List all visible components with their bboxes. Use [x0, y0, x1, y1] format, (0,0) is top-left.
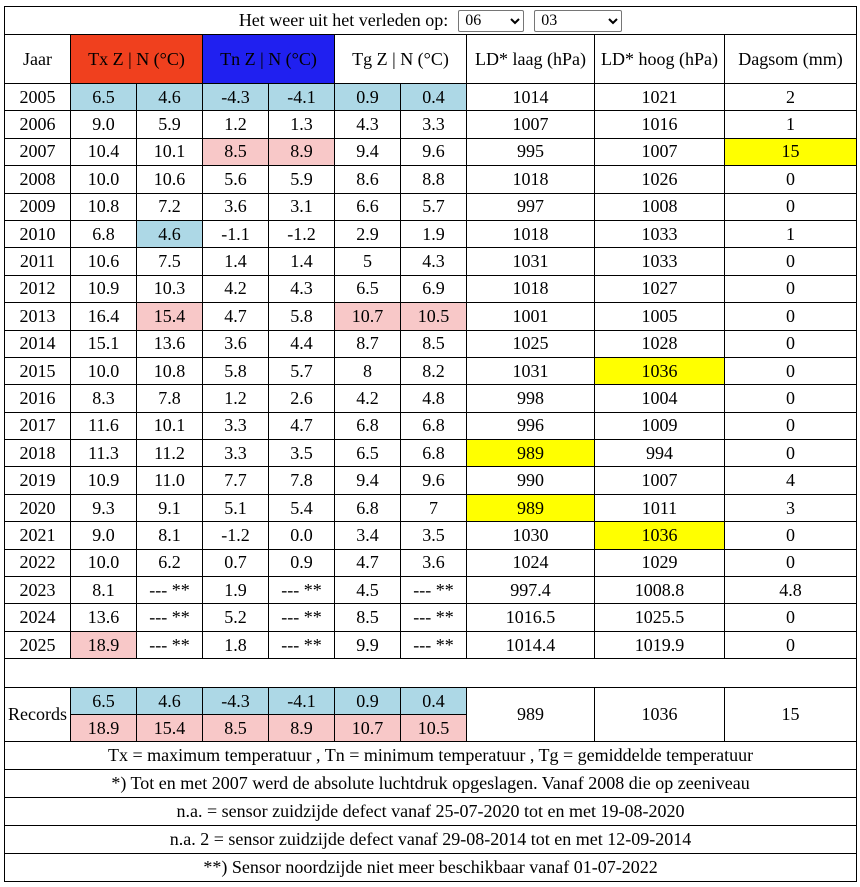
- header-tn: Tn Z | N (°C): [203, 35, 335, 84]
- month-select[interactable]: [534, 10, 622, 32]
- cell-tg-n: --- **: [401, 631, 467, 658]
- table-row: [5, 549, 857, 576]
- cell-ld-low: 1025: [467, 330, 595, 357]
- record-high-tg-n: 10.5: [401, 715, 467, 742]
- cell-tg-n: 8.2: [401, 357, 467, 384]
- cell-ld-high: 1033: [595, 248, 725, 275]
- cell-tx-z: 6.5: [71, 84, 137, 111]
- cell-dagsom: 0: [725, 248, 857, 275]
- header-ld-low: LD* laag (hPa): [467, 35, 595, 84]
- cell-dagsom: 0: [725, 357, 857, 384]
- cell-ld-high: 1025.5: [595, 604, 725, 631]
- header-row: [5, 35, 857, 84]
- cell-tx-z: 10.8: [71, 193, 137, 220]
- cell-tg-z: 5: [335, 248, 401, 275]
- note-row: [5, 770, 857, 798]
- cell-tn-n: 4.4: [269, 330, 335, 357]
- cell-ld-low: 998: [467, 385, 595, 412]
- cell-tg-z: 6.5: [335, 275, 401, 302]
- cell-tn-n: 4.3: [269, 275, 335, 302]
- cell-ld-low: 1030: [467, 522, 595, 549]
- cell-dagsom: 0: [725, 631, 857, 658]
- cell-ld-high: 1033: [595, 220, 725, 247]
- cell-tg-n: 6.8: [401, 412, 467, 439]
- cell-tx-n: 8.1: [137, 522, 203, 549]
- cell-tn-z: -1.1: [203, 220, 269, 247]
- record-dagsom: 15: [725, 688, 857, 742]
- cell-tx-z: 10.0: [71, 549, 137, 576]
- cell-tg-z: 8: [335, 357, 401, 384]
- cell-dagsom: 0: [725, 303, 857, 330]
- date-selector: [5, 10, 856, 32]
- note-text: n.a. = sensor zuidzijde defect vanaf 25-07-2020 tot en met 19-08-2020: [5, 798, 857, 826]
- cell-dagsom: 1: [725, 220, 857, 247]
- cell-tn-z: 5.8: [203, 357, 269, 384]
- cell-tg-z: 9.4: [335, 138, 401, 165]
- table-row: [5, 604, 857, 631]
- cell-ld-low: 995: [467, 138, 595, 165]
- cell-tx-z: 10.4: [71, 138, 137, 165]
- cell-tx-n: 4.6: [137, 84, 203, 111]
- cell-tx-n: 10.1: [137, 412, 203, 439]
- note-text: n.a. 2 = sensor zuidzijde defect vanaf 29-08-2014 tot en met 12-09-2014: [5, 826, 857, 854]
- record-low-tn-z: -4.3: [203, 688, 269, 715]
- cell-tx-z: 16.4: [71, 303, 137, 330]
- cell-tn-z: -1.2: [203, 522, 269, 549]
- cell-tn-z: 5.6: [203, 166, 269, 193]
- table-row: [5, 303, 857, 330]
- cell-tx-n: 7.8: [137, 385, 203, 412]
- cell-tg-n: 3.3: [401, 111, 467, 138]
- cell-dagsom: 2: [725, 84, 857, 111]
- cell-tg-z: 6.5: [335, 440, 401, 467]
- cell-tn-z: -4.3: [203, 84, 269, 111]
- records-row-low: [5, 688, 857, 715]
- cell-tg-n: 9.6: [401, 467, 467, 494]
- cell-tg-z: 10.7: [335, 303, 401, 330]
- cell-tg-n: 8.5: [401, 330, 467, 357]
- cell-year: 2015: [5, 357, 71, 384]
- cell-ld-low: 997: [467, 193, 595, 220]
- cell-year: 2008: [5, 166, 71, 193]
- cell-year: 2012: [5, 275, 71, 302]
- cell-tx-z: 9.0: [71, 111, 137, 138]
- cell-tn-n: --- **: [269, 604, 335, 631]
- cell-tg-n: 7: [401, 494, 467, 521]
- cell-tn-n: 4.7: [269, 412, 335, 439]
- cell-tn-z: 3.6: [203, 193, 269, 220]
- cell-tn-n: 1.3: [269, 111, 335, 138]
- record-high-tx-n: 15.4: [137, 715, 203, 742]
- cell-ld-high: 1036: [595, 357, 725, 384]
- cell-tg-n: 1.9: [401, 220, 467, 247]
- cell-ld-low: 1018: [467, 166, 595, 193]
- cell-tx-n: 10.6: [137, 166, 203, 193]
- record-ld-high: 1036: [595, 688, 725, 742]
- cell-tn-n: 0.9: [269, 549, 335, 576]
- cell-year: 2023: [5, 577, 71, 604]
- cell-tn-n: 5.8: [269, 303, 335, 330]
- record-high-tn-z: 8.5: [203, 715, 269, 742]
- record-high-tg-z: 10.7: [335, 715, 401, 742]
- cell-tg-z: 4.3: [335, 111, 401, 138]
- cell-tn-n: 2.6: [269, 385, 335, 412]
- cell-tn-n: 3.5: [269, 440, 335, 467]
- cell-tg-z: 9.9: [335, 631, 401, 658]
- cell-ld-low: 989: [467, 440, 595, 467]
- cell-dagsom: 0: [725, 440, 857, 467]
- cell-tg-z: 9.4: [335, 467, 401, 494]
- cell-ld-high: 1004: [595, 385, 725, 412]
- cell-tx-n: 4.6: [137, 220, 203, 247]
- cell-dagsom: 0: [725, 385, 857, 412]
- cell-year: 2014: [5, 330, 71, 357]
- cell-tg-z: 8.6: [335, 166, 401, 193]
- cell-tg-z: 3.4: [335, 522, 401, 549]
- cell-tx-z: 18.9: [71, 631, 137, 658]
- note-text: **) Sensor noordzijde niet meer beschikbaar vanaf 01-07-2022: [5, 854, 857, 882]
- record-low-tx-z: 6.5: [71, 688, 137, 715]
- cell-tn-z: 3.3: [203, 440, 269, 467]
- note-row: [5, 798, 857, 826]
- cell-ld-low: 1014.4: [467, 631, 595, 658]
- cell-year: 2017: [5, 412, 71, 439]
- cell-tg-z: 6.8: [335, 494, 401, 521]
- cell-tg-n: --- **: [401, 577, 467, 604]
- record-low-tx-n: 4.6: [137, 688, 203, 715]
- cell-year: 2021: [5, 522, 71, 549]
- cell-year: 2010: [5, 220, 71, 247]
- cell-ld-high: 1008.8: [595, 577, 725, 604]
- cell-tn-n: 1.4: [269, 248, 335, 275]
- cell-dagsom: 0: [725, 166, 857, 193]
- cell-ld-high: 1008: [595, 193, 725, 220]
- cell-tg-z: 4.2: [335, 385, 401, 412]
- cell-tn-n: --- **: [269, 577, 335, 604]
- cell-ld-high: 1007: [595, 467, 725, 494]
- cell-tg-z: 2.9: [335, 220, 401, 247]
- cell-ld-high: 1007: [595, 138, 725, 165]
- table-row: [5, 111, 857, 138]
- cell-dagsom: 0: [725, 275, 857, 302]
- cell-year: 2013: [5, 303, 71, 330]
- cell-ld-low: 1018: [467, 220, 595, 247]
- cell-ld-high: 1029: [595, 549, 725, 576]
- cell-tg-n: 9.6: [401, 138, 467, 165]
- day-select[interactable]: [458, 10, 524, 32]
- record-high-tx-z: 18.9: [71, 715, 137, 742]
- cell-ld-low: 1016.5: [467, 604, 595, 631]
- cell-tx-n: 5.9: [137, 111, 203, 138]
- cell-tx-z: 10.0: [71, 166, 137, 193]
- cell-ld-high: 1028: [595, 330, 725, 357]
- cell-dagsom: 0: [725, 412, 857, 439]
- cell-tx-z: 10.6: [71, 248, 137, 275]
- cell-tg-z: 4.5: [335, 577, 401, 604]
- cell-ld-low: 1014: [467, 84, 595, 111]
- note-text: Tx = maximum temperatuur , Tn = minimum temperatuur , Tg = gemiddelde temperatuur: [5, 742, 857, 770]
- cell-dagsom: 15: [725, 138, 857, 165]
- cell-tn-z: 4.7: [203, 303, 269, 330]
- cell-tx-z: 10.9: [71, 467, 137, 494]
- cell-ld-low: 1018: [467, 275, 595, 302]
- cell-tx-n: 7.5: [137, 248, 203, 275]
- cell-year: 2011: [5, 248, 71, 275]
- cell-tg-n: --- **: [401, 604, 467, 631]
- cell-tg-z: 8.7: [335, 330, 401, 357]
- cell-ld-low: 990: [467, 467, 595, 494]
- cell-tn-z: 3.6: [203, 330, 269, 357]
- cell-tx-z: 10.0: [71, 357, 137, 384]
- cell-year: 2007: [5, 138, 71, 165]
- cell-tx-z: 6.8: [71, 220, 137, 247]
- cell-tx-z: 11.3: [71, 440, 137, 467]
- cell-tg-n: 8.8: [401, 166, 467, 193]
- cell-tx-n: 15.4: [137, 303, 203, 330]
- header-ld-high: LD* hoog (hPa): [595, 35, 725, 84]
- cell-year: 2018: [5, 440, 71, 467]
- cell-tx-z: 8.3: [71, 385, 137, 412]
- cell-tg-n: 4.3: [401, 248, 467, 275]
- table-row: [5, 467, 857, 494]
- cell-tn-z: 0.7: [203, 549, 269, 576]
- cell-tn-z: 1.2: [203, 111, 269, 138]
- cell-tx-n: 10.3: [137, 275, 203, 302]
- cell-ld-high: 1016: [595, 111, 725, 138]
- cell-ld-high: 994: [595, 440, 725, 467]
- cell-dagsom: 0: [725, 604, 857, 631]
- header-dagsom: Dagsom (mm): [725, 35, 857, 84]
- cell-tx-n: 11.0: [137, 467, 203, 494]
- table-row: [5, 220, 857, 247]
- header-tx: Tx Z | N (°C): [71, 35, 203, 84]
- cell-tn-n: -1.2: [269, 220, 335, 247]
- cell-tx-z: 15.1: [71, 330, 137, 357]
- cell-tg-n: 3.5: [401, 522, 467, 549]
- cell-tx-z: 10.9: [71, 275, 137, 302]
- cell-tn-n: 7.8: [269, 467, 335, 494]
- cell-tn-z: 4.2: [203, 275, 269, 302]
- cell-tn-z: 8.5: [203, 138, 269, 165]
- spacer-cell: [5, 659, 857, 688]
- table-row: [5, 440, 857, 467]
- cell-tg-z: 8.5: [335, 604, 401, 631]
- table-row: [5, 275, 857, 302]
- cell-tn-z: 1.9: [203, 577, 269, 604]
- cell-tg-z: 6.8: [335, 412, 401, 439]
- cell-year: 2009: [5, 193, 71, 220]
- cell-ld-low: 1007: [467, 111, 595, 138]
- cell-year: 2016: [5, 385, 71, 412]
- cell-ld-low: 1024: [467, 549, 595, 576]
- date-selector-row: [5, 7, 857, 35]
- record-low-tg-n: 0.4: [401, 688, 467, 715]
- cell-tn-z: 3.3: [203, 412, 269, 439]
- cell-tx-z: 8.1: [71, 577, 137, 604]
- table-row: [5, 522, 857, 549]
- cell-tx-n: 9.1: [137, 494, 203, 521]
- cell-tx-z: 9.0: [71, 522, 137, 549]
- date-selector-label: Het weer uit het verleden op:: [238, 10, 449, 30]
- header-tg: Tg Z | N (°C): [335, 35, 467, 84]
- table-row: [5, 193, 857, 220]
- cell-tg-n: 10.5: [401, 303, 467, 330]
- cell-tn-n: -4.1: [269, 84, 335, 111]
- cell-tg-n: 3.6: [401, 549, 467, 576]
- cell-ld-high: 1019.9: [595, 631, 725, 658]
- record-high-tn-n: 8.9: [269, 715, 335, 742]
- table-row: [5, 84, 857, 111]
- cell-ld-high: 1021: [595, 84, 725, 111]
- cell-ld-low: 997.4: [467, 577, 595, 604]
- table-row: [5, 577, 857, 604]
- cell-tx-z: 11.6: [71, 412, 137, 439]
- cell-ld-low: 996: [467, 412, 595, 439]
- cell-ld-high: 1026: [595, 166, 725, 193]
- cell-tg-z: 4.7: [335, 549, 401, 576]
- cell-tx-n: 11.2: [137, 440, 203, 467]
- cell-tx-n: 13.6: [137, 330, 203, 357]
- cell-dagsom: 0: [725, 193, 857, 220]
- cell-tn-n: 8.9: [269, 138, 335, 165]
- cell-tx-n: 10.1: [137, 138, 203, 165]
- cell-year: 2005: [5, 84, 71, 111]
- cell-ld-low: 1031: [467, 248, 595, 275]
- cell-dagsom: 0: [725, 549, 857, 576]
- cell-tx-n: 6.2: [137, 549, 203, 576]
- table-row: [5, 494, 857, 521]
- cell-tn-n: 5.9: [269, 166, 335, 193]
- table-row: [5, 631, 857, 658]
- cell-dagsom: 1: [725, 111, 857, 138]
- table-row: [5, 166, 857, 193]
- cell-year: 2025: [5, 631, 71, 658]
- cell-tn-n: 3.1: [269, 193, 335, 220]
- cell-tn-z: 5.1: [203, 494, 269, 521]
- cell-tg-n: 6.8: [401, 440, 467, 467]
- note-text: *) Tot en met 2007 werd de absolute luchtdruk opgeslagen. Vanaf 2008 die op zeeniveau: [5, 770, 857, 798]
- spacer-row: [5, 659, 857, 688]
- cell-tn-n: 0.0: [269, 522, 335, 549]
- cell-tn-z: 7.7: [203, 467, 269, 494]
- records-label: Records: [5, 688, 71, 742]
- cell-dagsom: 4.8: [725, 577, 857, 604]
- table-row: [5, 248, 857, 275]
- cell-tx-n: --- **: [137, 604, 203, 631]
- note-row: [5, 854, 857, 882]
- cell-tn-z: 1.4: [203, 248, 269, 275]
- header-year: Jaar: [5, 35, 71, 84]
- cell-year: 2022: [5, 549, 71, 576]
- cell-year: 2020: [5, 494, 71, 521]
- cell-tn-z: 1.2: [203, 385, 269, 412]
- cell-tx-n: 7.2: [137, 193, 203, 220]
- cell-ld-low: 989: [467, 494, 595, 521]
- cell-tx-n: --- **: [137, 631, 203, 658]
- cell-dagsom: 0: [725, 522, 857, 549]
- table-row: [5, 385, 857, 412]
- table-row: [5, 138, 857, 165]
- cell-tx-z: 13.6: [71, 604, 137, 631]
- note-row: [5, 742, 857, 770]
- cell-tg-n: 4.8: [401, 385, 467, 412]
- cell-tn-n: --- **: [269, 631, 335, 658]
- cell-tn-n: 5.7: [269, 357, 335, 384]
- record-low-tn-n: -4.1: [269, 688, 335, 715]
- cell-ld-high: 1027: [595, 275, 725, 302]
- cell-tx-z: 9.3: [71, 494, 137, 521]
- cell-tg-n: 6.9: [401, 275, 467, 302]
- cell-dagsom: 4: [725, 467, 857, 494]
- table-row: [5, 412, 857, 439]
- table-row: [5, 330, 857, 357]
- cell-tn-z: 5.2: [203, 604, 269, 631]
- cell-year: 2024: [5, 604, 71, 631]
- cell-year: 2019: [5, 467, 71, 494]
- cell-dagsom: 0: [725, 330, 857, 357]
- cell-ld-high: 1005: [595, 303, 725, 330]
- cell-ld-high: 1036: [595, 522, 725, 549]
- cell-ld-low: 1001: [467, 303, 595, 330]
- cell-tx-n: --- **: [137, 577, 203, 604]
- cell-tg-n: 5.7: [401, 193, 467, 220]
- cell-ld-low: 1031: [467, 357, 595, 384]
- cell-tn-z: 1.8: [203, 631, 269, 658]
- cell-dagsom: 3: [725, 494, 857, 521]
- cell-tg-n: 0.4: [401, 84, 467, 111]
- cell-year: 2006: [5, 111, 71, 138]
- cell-ld-high: 1011: [595, 494, 725, 521]
- cell-tg-z: 6.6: [335, 193, 401, 220]
- cell-tx-n: 10.8: [137, 357, 203, 384]
- record-low-tg-z: 0.9: [335, 688, 401, 715]
- table-row: [5, 357, 857, 384]
- note-row: [5, 826, 857, 854]
- cell-tn-n: 5.4: [269, 494, 335, 521]
- cell-ld-high: 1009: [595, 412, 725, 439]
- cell-tg-z: 0.9: [335, 84, 401, 111]
- weather-history-table: [4, 6, 857, 882]
- record-ld-low: 989: [467, 688, 595, 742]
